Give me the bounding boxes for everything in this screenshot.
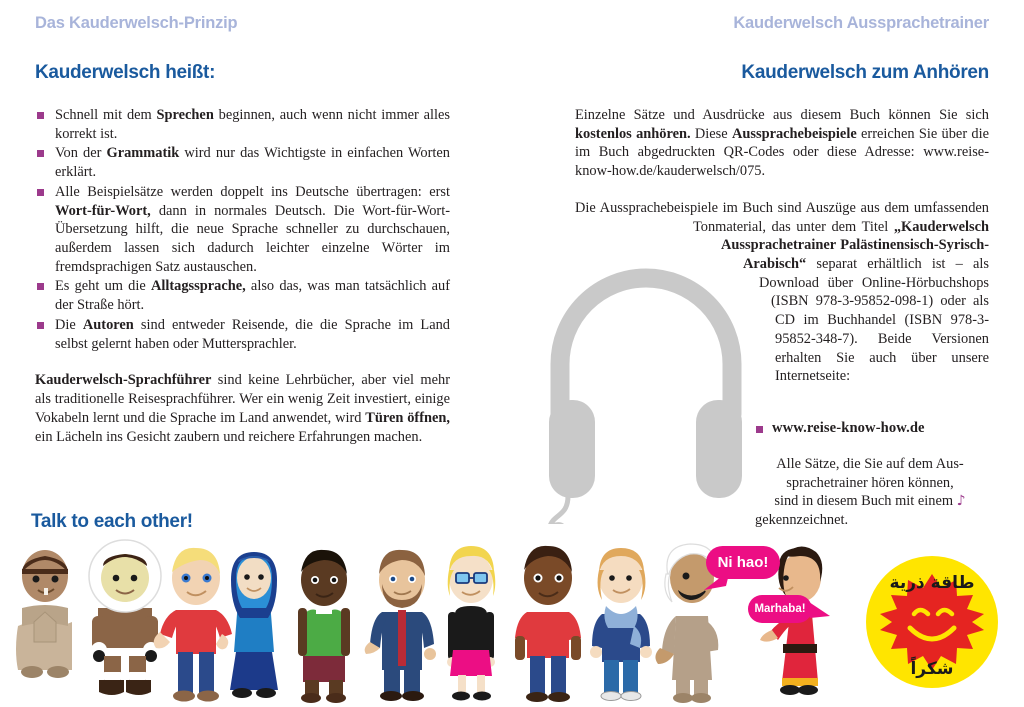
- note-line-3: [745, 492, 995, 511]
- text-wrap-step: [575, 311, 771, 330]
- figure-bearded-man-suit: [365, 550, 436, 701]
- figure-woman-blue-hijab: [230, 552, 278, 698]
- figure-dark-skin-man-red-shirt: [515, 546, 581, 702]
- audio-intro-text: Einzelne Sätze und Ausdrücke aus diesem Buch können Sie sich kostenlos anhören. Diese Aussprachebeispiele erreichen Sie über die im Buch abgedruckten QR-Codes oder diese Adresse: www.reise-know-how.de/kauderwelsch/075.: [575, 107, 990, 180]
- website-link[interactable]: www.reise-know-how.de: [772, 420, 925, 436]
- people-illustration-band: [0, 530, 1024, 707]
- audio-marker-note: [745, 455, 995, 530]
- bubble-marhaba-text: Marhaba!: [754, 603, 806, 615]
- figure-blonde-woman-glasses: [447, 546, 495, 701]
- text-wrap-step: [575, 348, 775, 367]
- list-item: [35, 183, 450, 277]
- text-wrap-step: [575, 367, 775, 386]
- list-item: [35, 144, 450, 181]
- left-column-title: Kauderwelsch heißt:: [35, 62, 216, 83]
- list-item-text: Es geht um die Alltagssprache, also das, was man tatsächlich auf der Straße hört.: [55, 278, 450, 314]
- audio-details-text: Die Aussprachebeispiele im Buch sind Auszüge aus dem umfassenden Tonmaterial, das unter dem Titel „Kauderwelsch Aussprachetrainer Palästinensisch-Syrisch-Arabisch“ separat erhältlich ist – als Download über Online-Hörbuchshops (ISBN 978-3-95852-098-1) oder als CD im Buchhandel (ISBN 978-3-95852-348-7). Beide Versionen erhalten Sie auch über unsere Internetseite:: [575, 199, 989, 385]
- bubble-marhaba: [748, 595, 812, 623]
- list-item-text: Die Autoren sind entweder Reisende, die die Sprache im Land selbst gelernt haben oder Muttersprachler.: [55, 316, 450, 352]
- bubble-ni-hao-tail-icon: [700, 568, 730, 594]
- arabic-sun-logo: [866, 556, 998, 688]
- note-line-2: sprachetrainer hören können,: [786, 474, 954, 491]
- text-wrap-step: [575, 274, 743, 293]
- text-wrap-step: [575, 236, 693, 255]
- figure-woman-blue-scarf: [590, 548, 652, 701]
- bubble-marhaba-tail-icon: [806, 598, 834, 622]
- note-line-1: Alle Sätze, die Sie auf dem Aus-: [776, 456, 964, 472]
- talk-to-each-other-title: Talk to each other!: [31, 511, 193, 532]
- audio-details-block: [575, 199, 989, 386]
- note-line-4: gekennzeichnet.: [755, 512, 849, 529]
- text-wrap-step: [575, 386, 775, 405]
- figure-man-green-tank: [298, 550, 350, 703]
- closing-paragraph-text: Kauderwelsch-Sprachführer sind keine Lehrbücher, aber viel mehr als traditionelle Reisesprachführer. Wer ein wenig Zeit investiert, einige Vokabeln lernt und die Sprache im Land anwendet, wird Türen öffnen, ein Lächeln ins Gesicht zaubern und reichere Erfahrungen machen.: [35, 372, 450, 445]
- running-head-right: Kauderwelsch Aussprachetrainer: [733, 14, 989, 32]
- text-wrap-step: [575, 292, 759, 311]
- list-item: [35, 106, 450, 143]
- bubble-ni-hao-text: Ni hao!: [717, 554, 769, 571]
- list-item-text: Alle Beispielsätze werden doppelt ins Deutsche übertragen: erst Wort-für-Wort, dann in normales Deutsch. Die Wort-für-Wort-Übersetzung hilft, die neue Sprache schneller zu durchschauen, außerdem lassen sich dadurch leichter einzelne Wörter im fremdsprachigen Satz austauschen.: [55, 183, 450, 275]
- text-wrap-step: [575, 255, 721, 274]
- text-wrap-step: [575, 330, 775, 349]
- note-line-3-text: sind in diesem Buch mit einem: [774, 493, 954, 510]
- right-column: [575, 62, 989, 404]
- list-item: [35, 316, 450, 353]
- kauderwelsch-principles-list: [35, 106, 450, 353]
- left-column: [35, 62, 450, 446]
- list-item-text: Schnell mit dem Sprechen beginnen, auch wenn nicht immer alles korrekt ist.: [55, 107, 450, 142]
- logo-bottom-text: شكراً: [910, 659, 954, 679]
- logo-top-text: طاقة ذرية: [889, 573, 975, 593]
- right-column-title: Kauderwelsch zum Anhören: [741, 62, 989, 83]
- list-item: [35, 277, 450, 314]
- figure-blond-boy-red-shirt: [154, 548, 232, 702]
- list-item-text: Von der Grammatik wird nur das Wichtigste in einfachen Worten erklärt.: [55, 145, 451, 181]
- audio-intro-paragraph: [575, 106, 989, 181]
- figure-man-beige-robe: [16, 550, 72, 678]
- figure-person-fur-parka: [89, 540, 161, 695]
- running-head-left: Das Kauderwelsch-Prinzip: [35, 14, 238, 32]
- left-column-closing-paragraph: [35, 371, 450, 446]
- audio-marker-glyph-icon: ♪: [956, 493, 966, 510]
